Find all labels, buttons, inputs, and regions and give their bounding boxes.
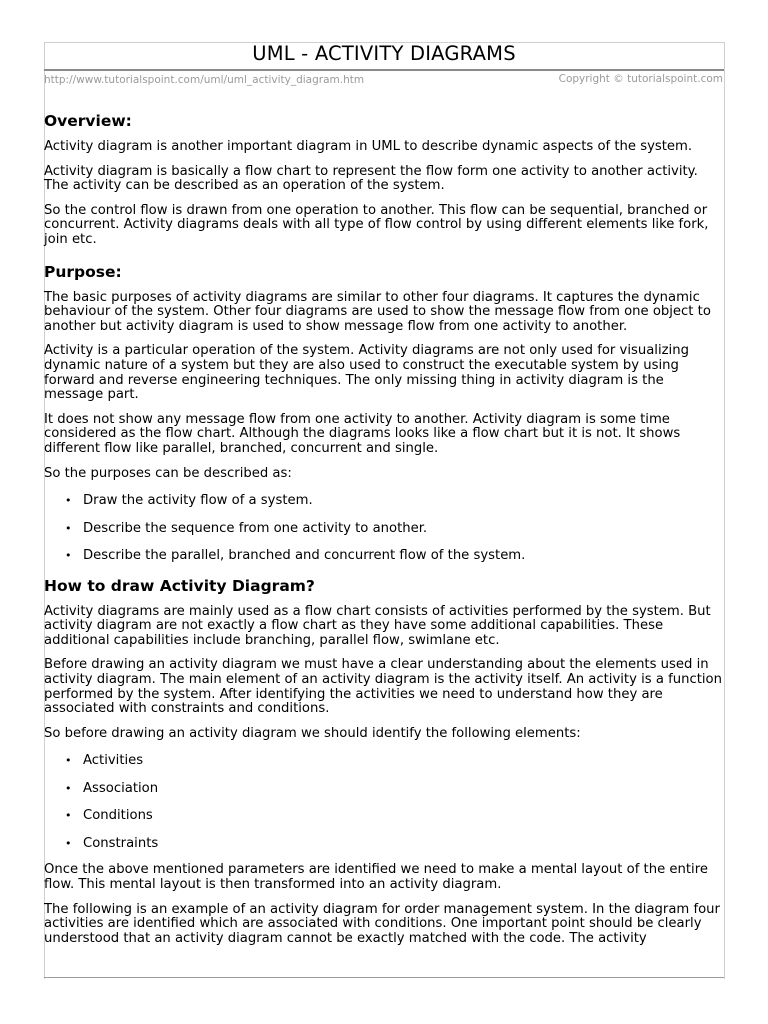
- list-item: • Association: [65, 781, 724, 796]
- purpose-list: [44, 493, 724, 563]
- list-item: • Constraints: [65, 836, 724, 851]
- howto-paragraph: Before drawing an activity diagram we must have a clear understanding about the elements used in activity diagram. The main element of an activity diagram is the activity itself. An activity is a function performed by the system. After identifying the activities we need to understand how they are associated with constraints and conditions.: [44, 657, 722, 717]
- list-item: • Describe the parallel, branched and concurrent flow of the system.: [65, 548, 724, 563]
- list-item: • Describe the sequence from one activity to another.: [65, 521, 724, 536]
- list-item: • Activities: [65, 753, 724, 768]
- bottom-divider: [44, 977, 724, 978]
- howto-paragraph: Activity diagrams are mainly used as a flow chart consists of activities performed by the system. But activity diagram are not exactly a flow chart as they have some additional capabilities. These additional capabilities include branching, parallel flow, swimlane etc.: [44, 603, 711, 648]
- copyright-notice: Copyright © tutorialspoint.com: [558, 73, 723, 85]
- howto-paragraph: The following is an example of an activity diagram for order management system. In the diagram four activities are identified which are associated with conditions. One important point should be clearly understood that an activity diagram cannot be exactly matched with the code. The activity: [44, 902, 720, 946]
- purpose-paragraph: It does not show any message flow from one activity to another. Activity diagram is some time considered as the flow chart. Although the diagrams looks like a flow chart but it is not. It shows different flow like parallel, branched, concurrent and single.: [44, 411, 681, 456]
- overview-paragraph: So the control flow is drawn from one operation to another. This flow can be sequential, branched or concurrent. Activity diagrams deals with all type of flow control by using different elements like fork, join etc.: [44, 202, 709, 247]
- list-item: • Draw the activity flow of a system.: [65, 493, 724, 508]
- purpose-paragraph: So the purposes can be described as:: [44, 465, 292, 481]
- howto-paragraph: So before drawing an activity diagram we should identify the following elements:: [44, 725, 581, 741]
- document-body: [44, 111, 724, 957]
- purpose-heading: Purpose:: [44, 262, 122, 281]
- howto-paragraph: Once the above mentioned parameters are identified we need to make a mental layout of the entire flow. This mental layout is then transformed into an activity diagram.: [44, 862, 708, 892]
- purpose-paragraph: The basic purposes of activity diagrams are similar to other four diagrams. It captures the dynamic behaviour of the system. Other four diagrams are used to show the message flow from one object to another but activity diagram is used to show message flow from one activity to another.: [44, 289, 711, 334]
- purpose-paragraph: Activity is a particular operation of the system. Activity diagrams are not only used for visualizing dynamic nature of a system but they are also used to construct the executable system by using forward and reverse engineering techniques. The only missing thing in activity diagram is the message part.: [44, 343, 689, 403]
- overview-paragraph: Activity diagram is basically a flow chart to represent the flow form one activity to another activity. The activity can be described as an operation of the system.: [44, 163, 698, 194]
- elements-list: [44, 753, 724, 851]
- overview-heading: Overview:: [44, 112, 132, 130]
- page-title: UML - ACTIVITY DIAGRAMS: [252, 42, 516, 65]
- overview-paragraph: Activity diagram is another important diagram in UML to describe dynamic aspects of the system.: [44, 139, 693, 154]
- source-url: http://www.tutorialspoint.com/uml/uml_activity_diagram.htm: [44, 74, 365, 86]
- title-divider: [44, 69, 724, 71]
- howto-heading: How to draw Activity Diagram?: [44, 576, 315, 595]
- list-item: • Conditions: [65, 808, 724, 823]
